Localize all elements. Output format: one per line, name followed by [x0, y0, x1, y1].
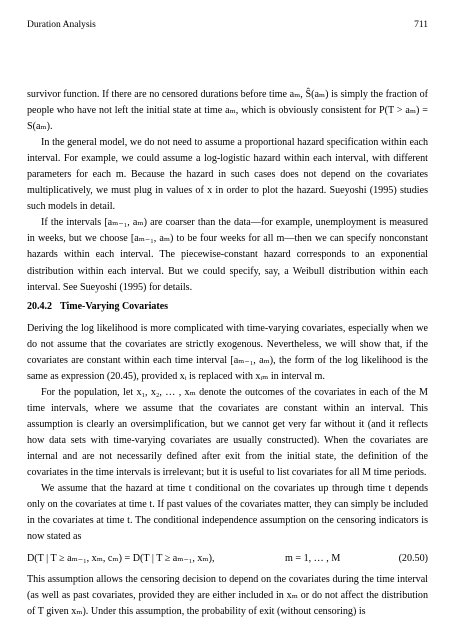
page-body — [27, 87, 428, 620]
header-section-title: Duration Analysis — [27, 20, 96, 30]
paragraph: If the intervals [aₘ₋₁, aₘ) are coarser than the data—for example, unemployment is measured in weeks, but we choose [aₘ₋₁, aₘ) to be four weeks for all m—then we can specify nonconstant hazards within each interval. The piecewise-constant hazard corresponds to an exponential distribution within each interval. But we could specify, say, a Weibull distribution within each interval. See Sueyoshi (1995) for details. — [27, 217, 428, 293]
paragraph: We assume that the hazard at time t conditional on the covariates up through time t depends only on the covariates at time t. If past values of the covariates matter, they can simply be included in the covariates at time t. The conditional independence assumption on the censoring indicators is now stated as — [27, 483, 428, 543]
equation-20-50 — [27, 551, 428, 567]
section-number: 20.4.2 — [27, 300, 52, 312]
paragraph: For the population, let x₁, x₂, … , xₘ denote the outcomes of the covariates in each of the M time intervals, where we assume that the covariates are constant within an interval. This assumption is clearly an oversimplification, but we cannot get very far without it (and it reflects how data sets with time-varying covariates are usually constructed). When the covariates are internal and are not necessarily defined after exit from the initial state, the definition of the covariates in the time intervals is irrelevant; but it is useful to list covariates for all M time periods. — [27, 386, 428, 479]
paragraph: In the general model, we do not need to assume a proportional hazard specification within each interval. For example, we could assume a log-logistic hazard within each interval, with different parameters for each m. Because the hazard in such cases does not depend on the covariates multiplicatively, we must plug in values of x in order to plot the hazard. Sueyoshi (1995) studies such models in detail. — [27, 137, 428, 213]
header-page-number: 711 — [414, 20, 428, 30]
section-title: Time-Varying Covariates — [60, 300, 169, 312]
section-heading — [27, 296, 428, 321]
paragraph: survivor function. If there are no censored durations before time aₘ, Ŝ(aₘ) is simply the fraction of people who have not left the initial state at time aₘ, which is obviously consistent for P(T > aₘ) = S(aₘ). — [27, 89, 428, 133]
paragraph: This assumption allows the censoring decision to depend on the covariates during the time interval (as well as past covariates, provided they are either included in xₘ or do not affect the distribution of T given xₘ). Under this assumption, the probability of exit (without censoring) is — [27, 574, 428, 618]
equation-body: D(T | T ≥ aₘ₋₁, xₘ, cₘ) = D(T | T ≥ aₘ₋₁, xₘ), — [27, 553, 215, 565]
equation-range: m = 1, … , M — [285, 553, 341, 565]
equation-label: (20.50) — [398, 553, 428, 565]
paragraph: Deriving the log likelihood is more complicated with time-varying covariates, especially when we do not assume that the covariates are strictly exogenous. Nevertheless, we will show that, if the covariates are constant within each time interval [aₘ₋₁, aₘ), the form of the log likelihood is the same as expression (20.45), provided xᵢ is replaced with xᵢₘ in interval m. — [27, 322, 428, 382]
running-header — [27, 20, 428, 34]
